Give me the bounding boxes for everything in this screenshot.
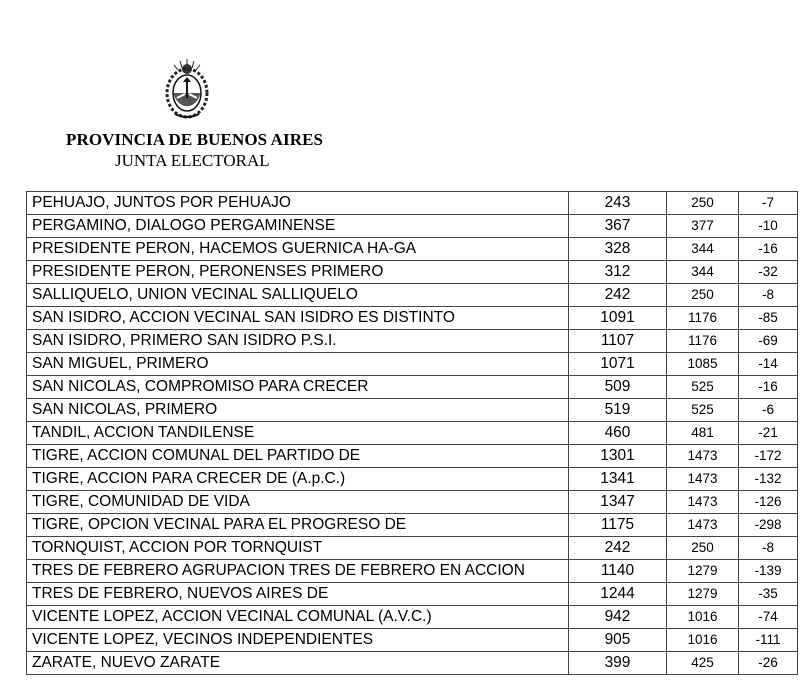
row-total-cell: 1473: [667, 468, 739, 491]
row-name-cell: SAN ISIDRO, ACCION VECINAL SAN ISIDRO ES DISTINTO: [27, 307, 569, 330]
row-value-cell: 312: [569, 261, 667, 284]
row-diff-cell: -85: [739, 307, 798, 330]
row-name-cell: ZARATE, NUEVO ZARATE: [27, 652, 569, 675]
row-total-cell: 425: [667, 652, 739, 675]
row-name-cell: PRESIDENTE PERON, PERONENSES PRIMERO: [27, 261, 569, 284]
row-name-cell: TIGRE, ACCION PARA CRECER DE (A.p.C.): [27, 468, 569, 491]
row-diff-cell: -10: [739, 215, 798, 238]
row-total-cell: 344: [667, 261, 739, 284]
row-diff-cell: -16: [739, 376, 798, 399]
table-row: [27, 583, 798, 606]
row-diff-cell: -298: [739, 514, 798, 537]
table-row: [27, 330, 798, 353]
row-diff-cell: -21: [739, 422, 798, 445]
row-value-cell: 1091: [569, 307, 667, 330]
row-total-cell: 1176: [667, 330, 739, 353]
row-total-cell: 1473: [667, 491, 739, 514]
row-diff-cell: -16: [739, 238, 798, 261]
row-name-cell: SAN NICOLAS, PRIMERO: [27, 399, 569, 422]
row-value-cell: 242: [569, 284, 667, 307]
row-total-cell: 525: [667, 399, 739, 422]
table-row: [27, 422, 798, 445]
table-row: [27, 468, 798, 491]
row-name-cell: TIGRE, ACCION COMUNAL DEL PARTIDO DE: [27, 445, 569, 468]
row-total-cell: 1176: [667, 307, 739, 330]
row-value-cell: 328: [569, 238, 667, 261]
row-diff-cell: -8: [739, 284, 798, 307]
row-total-cell: 250: [667, 537, 739, 560]
row-diff-cell: -139: [739, 560, 798, 583]
table-row: [27, 399, 798, 422]
row-value-cell: 519: [569, 399, 667, 422]
row-name-cell: PEHUAJO, JUNTOS POR PEHUAJO: [27, 192, 569, 215]
table-row: [27, 192, 798, 215]
row-total-cell: 344: [667, 238, 739, 261]
table-row: [27, 261, 798, 284]
row-name-cell: PERGAMINO, DIALOGO PERGAMINENSE: [27, 215, 569, 238]
row-value-cell: 1347: [569, 491, 667, 514]
row-diff-cell: -14: [739, 353, 798, 376]
argentine-coat-of-arms-icon: [165, 58, 209, 120]
row-total-cell: 250: [667, 192, 739, 215]
table-row: [27, 560, 798, 583]
row-total-cell: 1279: [667, 583, 739, 606]
table-row: [27, 514, 798, 537]
row-value-cell: 1301: [569, 445, 667, 468]
table-row: [27, 652, 798, 675]
table-row: [27, 376, 798, 399]
row-total-cell: 1279: [667, 560, 739, 583]
row-value-cell: 905: [569, 629, 667, 652]
row-name-cell: TIGRE, COMUNIDAD DE VIDA: [27, 491, 569, 514]
row-diff-cell: -132: [739, 468, 798, 491]
row-name-cell: TORNQUIST, ACCION POR TORNQUIST: [27, 537, 569, 560]
row-name-cell: SAN MIGUEL, PRIMERO: [27, 353, 569, 376]
row-total-cell: 250: [667, 284, 739, 307]
row-total-cell: 1473: [667, 445, 739, 468]
row-name-cell: SALLIQUELO, UNION VECINAL SALLIQUELO: [27, 284, 569, 307]
row-diff-cell: -69: [739, 330, 798, 353]
table-row: [27, 537, 798, 560]
row-name-cell: PRESIDENTE PERON, HACEMOS GUERNICA HA-GA: [27, 238, 569, 261]
table-row: [27, 629, 798, 652]
row-diff-cell: -6: [739, 399, 798, 422]
row-value-cell: 1107: [569, 330, 667, 353]
row-name-cell: SAN ISIDRO, PRIMERO SAN ISIDRO P.S.I.: [27, 330, 569, 353]
row-value-cell: 243: [569, 192, 667, 215]
row-value-cell: 509: [569, 376, 667, 399]
row-value-cell: 367: [569, 215, 667, 238]
row-total-cell: 1016: [667, 606, 739, 629]
page-title: PROVINCIA DE BUENOS AIRES: [66, 130, 324, 149]
row-name-cell: TANDIL, ACCION TANDILENSE: [27, 422, 569, 445]
row-name-cell: SAN NICOLAS, COMPROMISO PARA CRECER: [27, 376, 569, 399]
row-value-cell: 1244: [569, 583, 667, 606]
row-diff-cell: -74: [739, 606, 798, 629]
row-value-cell: 460: [569, 422, 667, 445]
results-table: [26, 191, 798, 675]
row-total-cell: 1016: [667, 629, 739, 652]
table-row: [27, 606, 798, 629]
row-name-cell: TRES DE FEBRERO, NUEVOS AIRES DE: [27, 583, 569, 606]
table-row: [27, 353, 798, 376]
row-name-cell: TIGRE, OPCION VECINAL PARA EL PROGRESO DE: [27, 514, 569, 537]
row-value-cell: 1140: [569, 560, 667, 583]
row-value-cell: 942: [569, 606, 667, 629]
row-diff-cell: -35: [739, 583, 798, 606]
row-diff-cell: -111: [739, 629, 798, 652]
row-diff-cell: -172: [739, 445, 798, 468]
page-subtitle: JUNTA ELECTORAL: [115, 151, 270, 170]
row-diff-cell: -8: [739, 537, 798, 560]
row-name-cell: VICENTE LOPEZ, VECINOS INDEPENDIENTES: [27, 629, 569, 652]
row-total-cell: 481: [667, 422, 739, 445]
row-diff-cell: -126: [739, 491, 798, 514]
row-name-cell: TRES DE FEBRERO AGRUPACION TRES DE FEBRERO EN ACCION: [27, 560, 569, 583]
table-row: [27, 491, 798, 514]
row-value-cell: 1175: [569, 514, 667, 537]
row-total-cell: 1085: [667, 353, 739, 376]
row-total-cell: 525: [667, 376, 739, 399]
row-diff-cell: -26: [739, 652, 798, 675]
row-value-cell: 242: [569, 537, 667, 560]
row-diff-cell: -32: [739, 261, 798, 284]
row-value-cell: 399: [569, 652, 667, 675]
row-name-cell: VICENTE LOPEZ, ACCION VECINAL COMUNAL (A.V.C.): [27, 606, 569, 629]
table-row: [27, 445, 798, 468]
row-value-cell: 1071: [569, 353, 667, 376]
table-row: [27, 215, 798, 238]
row-total-cell: 1473: [667, 514, 739, 537]
row-total-cell: 377: [667, 215, 739, 238]
table-row: [27, 307, 798, 330]
row-value-cell: 1341: [569, 468, 667, 491]
row-diff-cell: -7: [739, 192, 798, 215]
table-row: [27, 284, 798, 307]
table-row: [27, 238, 798, 261]
